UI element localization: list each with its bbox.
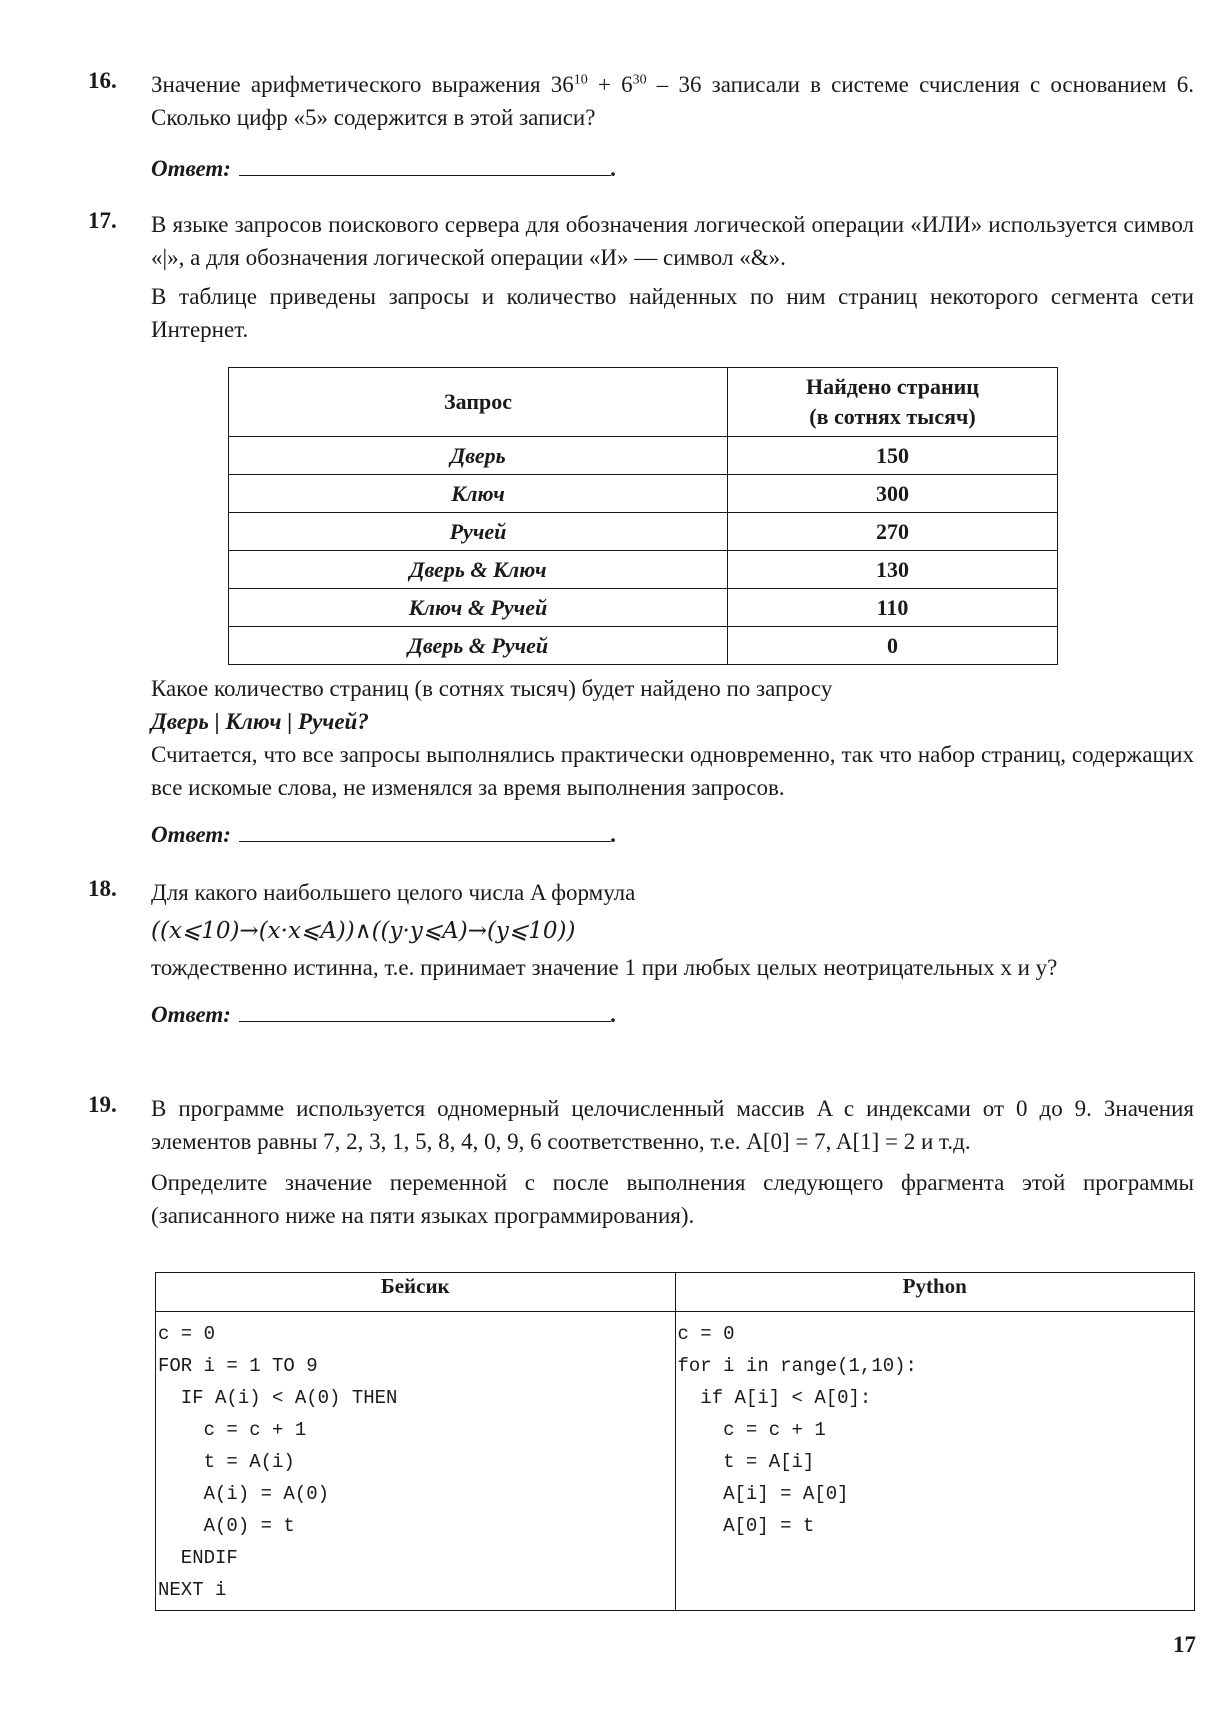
code-line: c = c + 1	[677, 1419, 826, 1441]
task-number: 16.	[88, 68, 117, 93]
page-number: 17	[1173, 1632, 1196, 1657]
header-basic: Бейсик	[156, 1273, 676, 1312]
code-line: IF A(i) < A(0) THEN	[158, 1387, 398, 1409]
task-text: В программе используется одномерный целочисленный массив A с индексами от 0 до 9. Значения элементов равны 7, 2, 3, 1, 5, 8, 4, 0, 9, 6 соответственно, т.е. A[0] = 7, A[1] = 2 и т.д.	[151, 1096, 1194, 1154]
task-text: Определите значение переменной c после выполнения следующего фрагмента этой программы (записанного ниже на пяти языках программирования).	[151, 1170, 1194, 1228]
code-line: A(0) = t	[158, 1515, 295, 1537]
task-text: Значение арифметического выражения $36^{10} + 6^{30} - 36$ записали в системе счисления с основанием 6. Сколько цифр «5» содержится в этой записи?	[151, 72, 1195, 130]
task-number: 17.	[88, 208, 117, 233]
table-row: Дверь & Ключ 130	[229, 551, 1058, 589]
task-19	[88, 1092, 1194, 1232]
task-text: Для какого наибольшего целого числа A формула	[151, 880, 636, 905]
code-line: c = 0	[677, 1323, 735, 1345]
code-line: ENDIF	[158, 1547, 238, 1569]
code-header-row	[156, 1273, 1195, 1312]
header-pages: Найдено страниц (в сотнях тысяч)	[728, 368, 1058, 437]
code-line: A[i] = A[0]	[677, 1483, 849, 1505]
table-header-row	[229, 368, 1058, 437]
table-row: Ручей 270	[229, 513, 1058, 551]
code-line: c = c + 1	[158, 1419, 307, 1441]
answer-field[interactable]: Ответ: .	[151, 152, 1194, 185]
task-text: тождественно истинна, т.е. принимает значение 1 при любых целых неотрицательных x и y?	[151, 955, 1058, 980]
task-17-question	[88, 672, 1194, 851]
code-line: t = A[i]	[677, 1451, 815, 1473]
code-line: A(i) = A(0)	[158, 1483, 330, 1505]
code-line: t = A(i)	[158, 1451, 295, 1473]
query-text: Дверь | Ключ | Ручей?	[151, 709, 369, 734]
code-line: NEXT i	[158, 1579, 227, 1601]
header-query: Запрос	[229, 368, 728, 437]
task-text: В языке запросов поискового сервера для обозначения логической операции «ИЛИ» используется символ «|», а для обозначения логической операции «И» — символ «&».	[151, 212, 1194, 270]
table-row: Ключ 300	[229, 475, 1058, 513]
task-17	[88, 208, 1194, 346]
formula: ((x⩽10)→(x·x⩽A))∧((y·y⩽A)→(y⩽10))	[151, 918, 576, 944]
task-number: 18.	[88, 876, 117, 901]
answer-field[interactable]: Ответ: .	[151, 998, 1194, 1031]
code-table	[155, 1272, 1195, 1611]
task-number: 19.	[88, 1092, 117, 1117]
task-text: Какое количество страниц (в сотнях тысяч) будет найдено по запросу	[151, 676, 833, 701]
basic-code	[156, 1312, 676, 1611]
header-python: Python	[675, 1273, 1195, 1312]
table-row: Ключ & Ручей 110	[229, 589, 1058, 627]
code-line: A[0] = t	[677, 1515, 815, 1537]
code-line: c = 0	[158, 1323, 216, 1345]
task-18	[88, 876, 1194, 1031]
code-row	[156, 1312, 1195, 1611]
query-table	[228, 367, 1058, 665]
table-row: Дверь 150	[229, 437, 1058, 475]
code-line: if A[i] < A[0]:	[677, 1387, 872, 1409]
python-code	[675, 1312, 1195, 1611]
task-note: Считается, что все запросы выполнялись практически одновременно, так что набор страниц, содержащих все искомые слова, не изменялся за время выполнения запросов.	[151, 742, 1194, 800]
task-text: В таблице приведены запросы и количество найденных по ним страниц некоторого сегмента сети Интернет.	[151, 284, 1194, 342]
table-row: Дверь & Ручей 0	[229, 627, 1058, 665]
answer-field[interactable]: Ответ: .	[151, 818, 1194, 851]
code-line: for i in range(1,10):	[677, 1355, 917, 1377]
task-16	[88, 68, 1194, 185]
code-line: FOR i = 1 TO 9	[158, 1355, 318, 1377]
